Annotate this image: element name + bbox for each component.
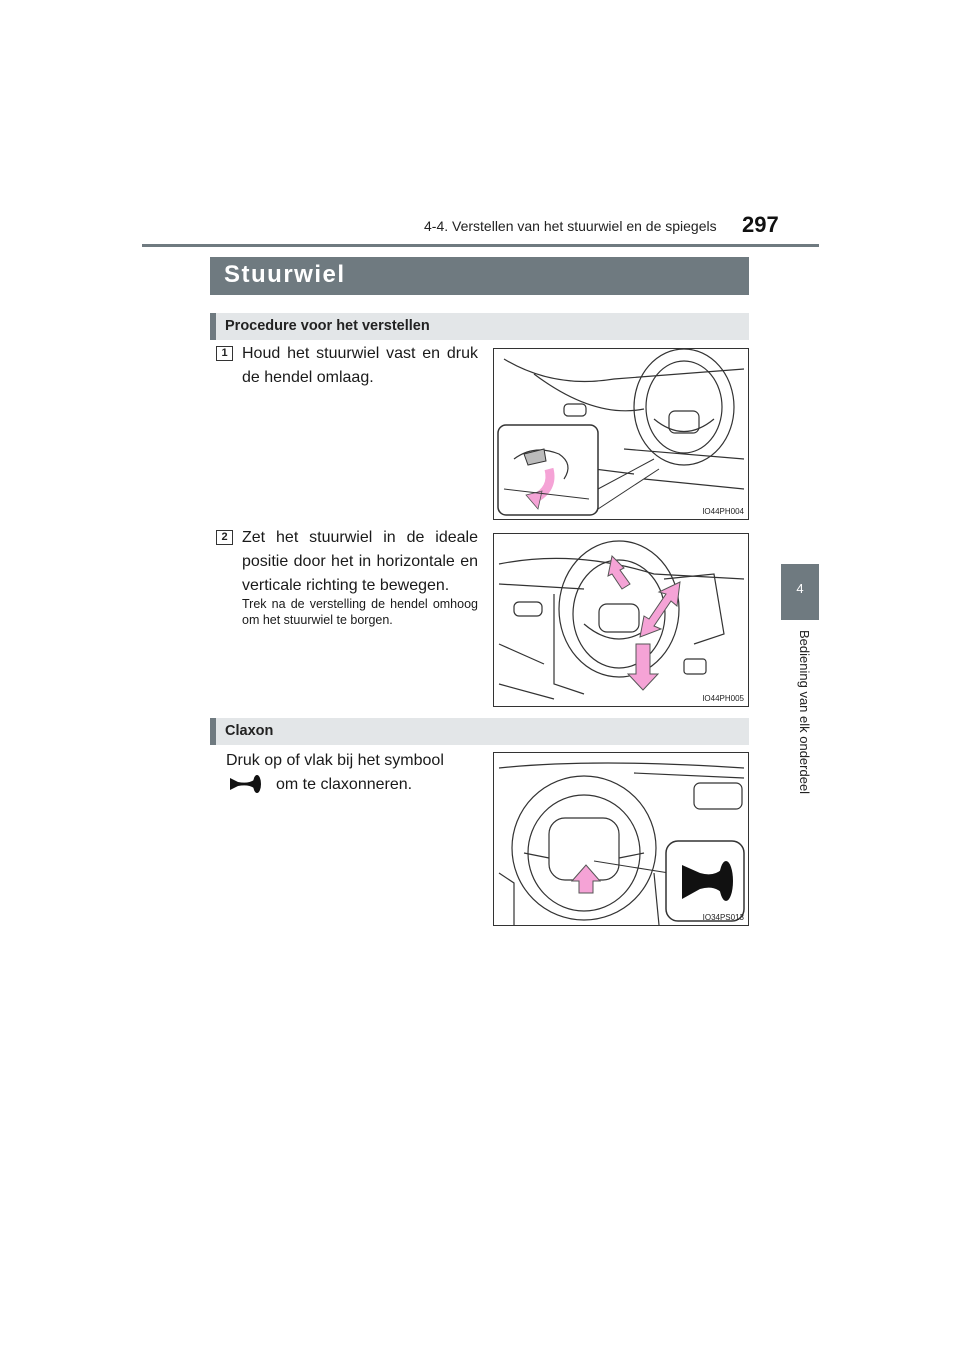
step-1-text: Houd het stuurwiel vast en druk de hendel omlaag.	[242, 345, 478, 386]
illustration-wheel-adjust	[493, 533, 749, 707]
image-code-2: IO44PH005	[702, 694, 744, 703]
claxon-heading: Claxon	[210, 718, 749, 745]
lever-inset	[498, 425, 659, 515]
header-divider	[142, 244, 819, 247]
adjust-arrows	[608, 556, 680, 690]
horn-icon	[226, 770, 266, 798]
illustration-lever-down	[493, 348, 749, 520]
step-2-note: Trek na de verstelling de hendel omhoog om het stuurwiel te borgen.	[242, 597, 478, 627]
chapter-tab-number: 4	[796, 581, 804, 596]
steering-lever-drawing	[494, 349, 748, 519]
claxon-text-before: Druk op of vlak bij het symbool	[226, 752, 444, 769]
illustration-horn	[493, 752, 749, 926]
section-title: Stuurwiel	[210, 257, 749, 295]
procedure-heading: Procedure voor het verstellen	[210, 313, 749, 340]
claxon-text-after: om te claxonneren.	[276, 776, 413, 793]
step-2-text: Zet het stuurwiel in de ideale positie door het in horizontale en verticale richting te bewegen.	[242, 529, 478, 594]
image-code-3: IO34PS013	[702, 913, 744, 922]
steering-adjust-drawing	[494, 534, 748, 706]
horn-callout-box	[666, 841, 744, 921]
horn-drawing	[494, 753, 748, 925]
chapter-title: 4-4. Verstellen van het stuurwiel en de spiegels	[424, 218, 717, 234]
image-code-1: IO44PH004	[702, 507, 744, 516]
chapter-tab	[781, 564, 819, 620]
step-number-1: 1	[216, 346, 233, 361]
chapter-tab-label: Bediening van elk onderdeel	[797, 630, 812, 795]
step-number-2: 2	[216, 530, 233, 545]
page-number: 297	[742, 212, 779, 237]
